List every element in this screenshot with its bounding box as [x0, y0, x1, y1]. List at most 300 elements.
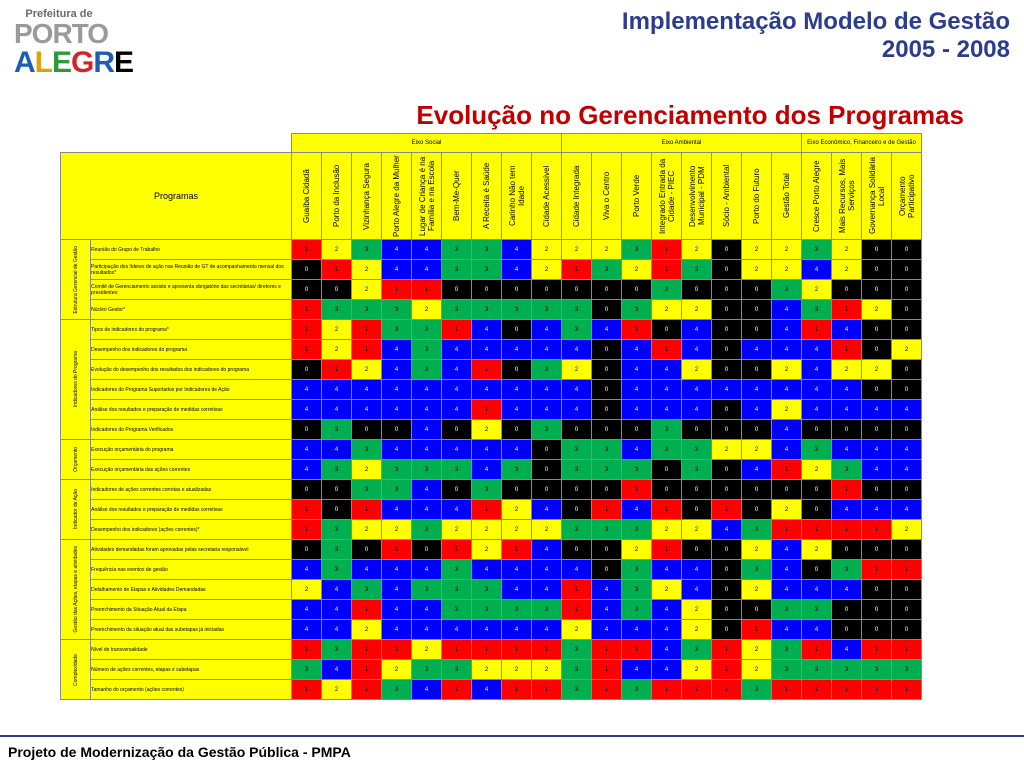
heatmap-cell: 1	[562, 580, 592, 600]
heatmap-cell: 3	[682, 260, 712, 280]
heatmap-cell: 0	[712, 300, 742, 320]
heatmap-cell: 3	[532, 300, 562, 320]
heatmap-cell: 1	[712, 500, 742, 520]
heatmap-cell: 3	[622, 520, 652, 540]
heatmap-cell: 1	[442, 680, 472, 700]
heatmap-cell: 4	[862, 460, 892, 480]
heatmap-cell: 3	[802, 600, 832, 620]
heatmap-cell: 3	[472, 240, 502, 260]
heatmap-cell: 1	[652, 340, 682, 360]
heatmap-cell: 4	[412, 480, 442, 500]
heatmap-cell: 2	[472, 420, 502, 440]
heatmap-cell: 1	[352, 660, 382, 680]
heatmap-cell: 2	[532, 260, 562, 280]
criterion-label: Número de ações correntes, etapas e subetapas	[91, 660, 292, 680]
program-column-header: Cidade Integrada	[562, 153, 592, 240]
heatmap-cell: 1	[862, 640, 892, 660]
footer-text: Projeto de Modernização da Gestão Pública - PMPA	[8, 744, 351, 760]
heatmap-cell: 4	[832, 500, 862, 520]
heatmap-cell: 4	[622, 620, 652, 640]
heatmap-cell: 4	[532, 580, 562, 600]
criterion-label: Execução orçamentária das ações correntes	[91, 460, 292, 480]
heatmap-cell: 4	[292, 440, 322, 460]
heatmap-cell: 0	[712, 260, 742, 280]
heatmap-cell: 3	[832, 560, 862, 580]
heatmap-cell: 4	[772, 620, 802, 640]
logo-prefeitura-text: Prefeitura de	[25, 8, 93, 20]
heatmap-cell: 0	[442, 280, 472, 300]
heatmap-cell: 0	[562, 420, 592, 440]
heatmap-cell: 0	[352, 420, 382, 440]
heatmap-cell: 3	[322, 460, 352, 480]
heatmap-cell: 4	[832, 640, 862, 660]
heatmap-cell: 0	[712, 480, 742, 500]
heatmap-cell: 4	[892, 460, 922, 480]
heatmap-cell: 4	[622, 380, 652, 400]
heatmap-cell: 2	[802, 460, 832, 480]
criterion-label: Reunião do Grupo de Trabalho	[91, 240, 292, 260]
heatmap-cell: 1	[292, 520, 322, 540]
heatmap-cell: 2	[832, 260, 862, 280]
heatmap-cell: 1	[652, 500, 682, 520]
heatmap-cell: 3	[382, 300, 412, 320]
heatmap-cell: 0	[862, 540, 892, 560]
heatmap-cell: 0	[592, 540, 622, 560]
heatmap-cell: 0	[742, 420, 772, 440]
heatmap-cell: 4	[322, 440, 352, 460]
table-row	[61, 500, 922, 520]
heatmap-cell: 2	[322, 680, 352, 700]
heatmap-cell: 1	[652, 240, 682, 260]
heatmap-cell: 0	[802, 500, 832, 520]
page-title	[622, 8, 1010, 64]
heatmap-cell: 4	[622, 360, 652, 380]
heatmap-cell: 3	[622, 240, 652, 260]
heatmap-cell: 1	[352, 640, 382, 660]
program-column-header: Cidade Acessível	[532, 153, 562, 240]
heatmap-cell: 1	[652, 540, 682, 560]
heatmap-cell: 1	[592, 660, 622, 680]
heatmap-cell: 4	[502, 620, 532, 640]
heatmap-cell: 2	[772, 360, 802, 380]
heatmap-cell: 3	[382, 460, 412, 480]
heatmap-cell: 1	[592, 640, 622, 660]
heatmap-cell: 3	[442, 560, 472, 580]
heatmap-cell: 4	[652, 600, 682, 620]
heatmap-cell: 2	[742, 540, 772, 560]
heatmap-cell: 3	[322, 300, 352, 320]
heatmap-cell: 1	[772, 460, 802, 480]
heatmap-cell: 0	[832, 620, 862, 640]
heatmap-cell: 4	[292, 460, 322, 480]
heatmap-cell: 3	[322, 560, 352, 580]
heatmap-cell: 3	[442, 240, 472, 260]
criterion-label: Tamanho do orçamento (ações correntes)	[91, 680, 292, 700]
heatmap-cell: 4	[322, 620, 352, 640]
heatmap-cell: 4	[832, 380, 862, 400]
heatmap-cell: 4	[682, 380, 712, 400]
heatmap-cell: 0	[592, 480, 622, 500]
heatmap-cell: 4	[382, 360, 412, 380]
heatmap-cell: 0	[862, 480, 892, 500]
heatmap-cell: 4	[592, 320, 622, 340]
heatmap-cell: 3	[412, 320, 442, 340]
program-column-header: Sócio - Ambiental	[712, 153, 742, 240]
heatmap-cell: 1	[352, 680, 382, 700]
criterion-label: Nível de transversalidade	[91, 640, 292, 660]
heatmap-cell: 3	[742, 520, 772, 540]
heatmap-cell: 1	[502, 680, 532, 700]
heatmap-cell: 3	[562, 460, 592, 480]
heatmap-cell: 4	[712, 520, 742, 540]
heatmap-cell: 3	[832, 460, 862, 480]
heatmap-cell: 0	[742, 320, 772, 340]
heatmap-cell: 4	[472, 560, 502, 580]
heatmap-cell: 4	[412, 400, 442, 420]
heatmap-cell: 4	[682, 580, 712, 600]
criterion-label: Preenchimento da Situação Atual da Etapa	[91, 600, 292, 620]
group-label: Estrutura Gerencial de Gestão	[61, 240, 91, 320]
heatmap-cell: 4	[502, 240, 532, 260]
heatmap-cell: 4	[772, 560, 802, 580]
heatmap-cell: 3	[412, 460, 442, 480]
heatmap-cell: 3	[562, 320, 592, 340]
porto-alegre-logo	[14, 8, 134, 96]
heatmap-cell: 4	[382, 440, 412, 460]
heatmap-cell: 3	[832, 660, 862, 680]
table-row	[61, 460, 922, 480]
heatmap-cell: 1	[712, 640, 742, 660]
heatmap-cell: 3	[412, 520, 442, 540]
heatmap-cell: 0	[892, 540, 922, 560]
heatmap-cell: 1	[292, 240, 322, 260]
heatmap-cell: 0	[832, 420, 862, 440]
heatmap-cell: 4	[622, 440, 652, 460]
heatmap-cell: 3	[442, 660, 472, 680]
heatmap-cell: 3	[562, 300, 592, 320]
heatmap-cell: 4	[502, 400, 532, 420]
heatmap-cell: 0	[412, 540, 442, 560]
program-column-header: Bem-Me-Quer	[442, 153, 472, 240]
heatmap-cell: 4	[622, 660, 652, 680]
heatmap-cell: 4	[322, 660, 352, 680]
heatmap-cell: 4	[652, 400, 682, 420]
table-row	[61, 320, 922, 340]
heatmap-cell: 0	[592, 420, 622, 440]
heatmap-cell: 4	[412, 680, 442, 700]
heatmap-cell: 4	[592, 600, 622, 620]
heatmap-cell: 2	[592, 240, 622, 260]
heatmap-cell: 2	[442, 520, 472, 540]
heatmap-cell: 1	[892, 560, 922, 580]
heatmap-cell: 4	[592, 620, 622, 640]
heatmap-cell: 4	[652, 360, 682, 380]
heatmap-cell: 4	[562, 380, 592, 400]
heatmap-cell: 4	[292, 400, 322, 420]
heatmap-cell: 4	[442, 400, 472, 420]
eixo-header: Eixo Ambiental	[562, 134, 802, 153]
heatmap-cell: 3	[352, 440, 382, 460]
heatmap-cell: 0	[472, 280, 502, 300]
heatmap-cell: 3	[502, 460, 532, 480]
heatmap-cell: 2	[502, 660, 532, 680]
heatmap-cell: 0	[862, 240, 892, 260]
heatmap-cell: 4	[472, 440, 502, 460]
heatmap-cell: 1	[592, 680, 622, 700]
heatmap-cell: 4	[502, 340, 532, 360]
heatmap-cell: 2	[772, 260, 802, 280]
heatmap-cell: 0	[532, 280, 562, 300]
heatmap-cell: 1	[682, 680, 712, 700]
table-row	[61, 300, 922, 320]
heatmap-cell: 1	[802, 640, 832, 660]
page-title-line2: 2005 - 2008	[881, 36, 1010, 63]
heatmap-cell: 1	[832, 340, 862, 360]
heatmap-cell: 2	[742, 640, 772, 660]
heatmap-cell: 4	[472, 680, 502, 700]
criterion-label: Participação dos líderes de ação nas Reunião de GT de acompanhamento mensal dos resultados*	[91, 260, 292, 280]
heatmap-cell: 4	[892, 440, 922, 460]
heatmap-cell: 3	[322, 540, 352, 560]
heatmap-cell: 4	[802, 580, 832, 600]
heatmap-cell: 2	[682, 520, 712, 540]
program-column-header: Porto da Inclusão	[322, 153, 352, 240]
heatmap-cell: 4	[832, 320, 862, 340]
heatmap-cell: 0	[562, 480, 592, 500]
heatmap-cell: 2	[352, 360, 382, 380]
heatmap-cell: 3	[382, 680, 412, 700]
heatmap-cell: 3	[622, 580, 652, 600]
heatmap-cell: 1	[382, 280, 412, 300]
heatmap-cell: 2	[502, 520, 532, 540]
program-column-header: Orçamento Participativo	[892, 153, 922, 240]
heatmap-cell: 2	[472, 660, 502, 680]
heatmap-cell: 3	[622, 680, 652, 700]
heatmap-cell: 3	[802, 240, 832, 260]
heatmap-cell: 3	[802, 440, 832, 460]
heatmap-cell: 2	[802, 280, 832, 300]
heatmap-cell: 2	[742, 440, 772, 460]
heatmap-cell: 2	[562, 620, 592, 640]
table-row	[61, 440, 922, 460]
heatmap-cell: 0	[292, 540, 322, 560]
table-row	[61, 520, 922, 540]
heatmap-cell: 0	[562, 500, 592, 520]
heatmap-cell: 2	[412, 640, 442, 660]
heatmap-cell: 3	[412, 360, 442, 380]
page-title-line1: Implementação Modelo de Gestão	[621, 8, 1010, 35]
heatmap-cell: 4	[532, 500, 562, 520]
heatmap-cell: 2	[562, 360, 592, 380]
heatmap-cell: 2	[382, 660, 412, 680]
heatmap-cell: 0	[682, 280, 712, 300]
criterion-label: Execução orçamentária do programa	[91, 440, 292, 460]
heatmap-cell: 2	[742, 660, 772, 680]
heatmap-cell: 1	[502, 540, 532, 560]
heatmap-cell: 4	[682, 560, 712, 580]
heatmap-cell: 3	[592, 520, 622, 540]
heatmap-cell: 3	[682, 440, 712, 460]
heatmap-cell: 4	[382, 340, 412, 360]
heatmap-cell: 4	[862, 440, 892, 460]
table-row	[61, 620, 922, 640]
heatmap-cell: 0	[592, 280, 622, 300]
footer-divider	[0, 735, 1024, 737]
heatmap-cell: 4	[592, 580, 622, 600]
heatmap-cell: 0	[562, 540, 592, 560]
heatmap-cell: 3	[442, 580, 472, 600]
heatmap-cell: 0	[712, 580, 742, 600]
heatmap-cell: 4	[742, 380, 772, 400]
heatmap-cell: 0	[592, 560, 622, 580]
heatmap-cell: 4	[862, 400, 892, 420]
heatmap-cell: 0	[802, 560, 832, 580]
heatmap-cell: 0	[742, 600, 772, 620]
table-row	[61, 380, 922, 400]
heatmap-cell: 0	[892, 320, 922, 340]
heatmap-cell: 2	[682, 360, 712, 380]
heatmap-cell: 4	[442, 340, 472, 360]
heatmap-cell: 4	[772, 420, 802, 440]
heatmap-cell: 4	[472, 380, 502, 400]
heatmap-cell: 3	[502, 600, 532, 620]
heatmap-cell: 0	[292, 360, 322, 380]
heatmap-cell: 4	[802, 260, 832, 280]
heatmap-cell: 4	[802, 400, 832, 420]
heatmap-cell: 1	[292, 500, 322, 520]
heatmap-cell: 0	[532, 460, 562, 480]
heatmap-cell: 2	[562, 240, 592, 260]
heatmap-cell: 4	[862, 500, 892, 520]
heatmap-cell: 2	[352, 280, 382, 300]
heatmap-cell: 3	[562, 440, 592, 460]
heatmap-cell: 1	[352, 340, 382, 360]
heatmap-cell: 4	[382, 600, 412, 620]
heatmap-cell: 4	[802, 620, 832, 640]
heatmap-cell: 4	[832, 580, 862, 600]
heatmap-cell: 0	[322, 480, 352, 500]
heatmap-cell: 4	[412, 240, 442, 260]
heatmap-cell: 2	[352, 260, 382, 280]
logo-alegre-text: ALEGRE	[14, 46, 134, 79]
heatmap-cell: 2	[862, 360, 892, 380]
heatmap-cell: 2	[832, 360, 862, 380]
criterion-label: Desempenho dos indicadores do programa	[91, 340, 292, 360]
criterion-label: Preenchimento da situação atual das subetapas já iniciadas	[91, 620, 292, 640]
heatmap-cell: 2	[652, 520, 682, 540]
heatmap-cell: 4	[742, 400, 772, 420]
heatmap-cell: 4	[442, 620, 472, 640]
heatmap-cell: 4	[322, 580, 352, 600]
heatmap-cell: 4	[802, 380, 832, 400]
heatmap-cell: 1	[472, 360, 502, 380]
heatmap-cell: 2	[322, 240, 352, 260]
heatmap-cell: 0	[832, 280, 862, 300]
heatmap-cell: 0	[742, 360, 772, 380]
heatmap-cell: 3	[412, 660, 442, 680]
heatmap-cell: 3	[592, 260, 622, 280]
heatmap-cell: 0	[712, 560, 742, 580]
heatmap-cell: 3	[532, 420, 562, 440]
heatmap-cell: 4	[382, 400, 412, 420]
table-row	[61, 260, 922, 280]
heatmap-cell: 1	[472, 400, 502, 420]
heatmap-cell: 0	[892, 620, 922, 640]
heatmap-cell: 0	[712, 460, 742, 480]
program-column-header: Viva o Centro	[592, 153, 622, 240]
heatmap-cell: 0	[862, 320, 892, 340]
heatmap-cell: 1	[382, 540, 412, 560]
heatmap-cell: 0	[592, 340, 622, 360]
heatmap-cell: 4	[322, 600, 352, 620]
heatmap-cell: 0	[862, 380, 892, 400]
heatmap-cell: 2	[682, 660, 712, 680]
table-row	[61, 540, 922, 560]
program-column-header: Mais Recursos, Mais Serviços	[832, 153, 862, 240]
heatmap-cell: 4	[352, 380, 382, 400]
heatmap-cell: 4	[442, 360, 472, 380]
heatmap-cell: 3	[892, 660, 922, 680]
heatmap-cell: 0	[322, 280, 352, 300]
table-row	[61, 420, 922, 440]
heatmap-cell: 3	[472, 300, 502, 320]
program-column-header: Desenvolvimento Municipal - PDM	[682, 153, 712, 240]
heatmap-cell: 4	[892, 500, 922, 520]
heatmap-cell: 0	[712, 540, 742, 560]
heatmap-cell: 2	[712, 440, 742, 460]
heatmap-cell: 0	[382, 420, 412, 440]
heatmap-cell: 0	[742, 300, 772, 320]
heatmap-cell: 4	[442, 500, 472, 520]
heatmap-cell: 1	[442, 640, 472, 660]
heatmap-cell: 2	[532, 240, 562, 260]
heatmap-cell: 0	[892, 480, 922, 500]
heatmap-cell: 3	[652, 440, 682, 460]
heatmap-cell: 3	[442, 460, 472, 480]
heatmap-cell: 4	[622, 340, 652, 360]
program-column-header: Porto Alegre da Mulher	[382, 153, 412, 240]
heatmap-cell: 3	[472, 260, 502, 280]
heatmap-cell: 1	[532, 680, 562, 700]
heatmap-cell: 0	[502, 420, 532, 440]
heatmap-cell: 3	[502, 300, 532, 320]
heatmap-cell: 4	[772, 440, 802, 460]
group-label: Complexidade	[61, 640, 91, 700]
heatmap-cell: 0	[682, 420, 712, 440]
heatmap-cell: 3	[772, 600, 802, 620]
heatmap-cell: 4	[772, 580, 802, 600]
heatmap-cell: 3	[742, 560, 772, 580]
heatmap-cell: 3	[652, 420, 682, 440]
heatmap-cell: 4	[562, 340, 592, 360]
heatmap-cell: 4	[502, 440, 532, 460]
program-column-header: Vizinhança Segura	[352, 153, 382, 240]
heatmap-cell: 4	[562, 400, 592, 420]
table-row	[61, 240, 922, 260]
heatmap-cell: 2	[742, 240, 772, 260]
program-column-header: A Receita é Saúde	[472, 153, 502, 240]
heatmap-cell: 3	[592, 440, 622, 460]
heatmap-cell: 0	[892, 240, 922, 260]
heatmap-cell: 4	[412, 260, 442, 280]
heatmap-cell: 0	[712, 400, 742, 420]
heatmap-cell: 0	[592, 400, 622, 420]
heatmap-cell: 4	[502, 560, 532, 580]
heatmap-cell: 3	[772, 280, 802, 300]
heatmap-cell: 3	[472, 580, 502, 600]
heatmap-cell: 0	[712, 360, 742, 380]
group-label: Orçamento	[61, 440, 91, 480]
